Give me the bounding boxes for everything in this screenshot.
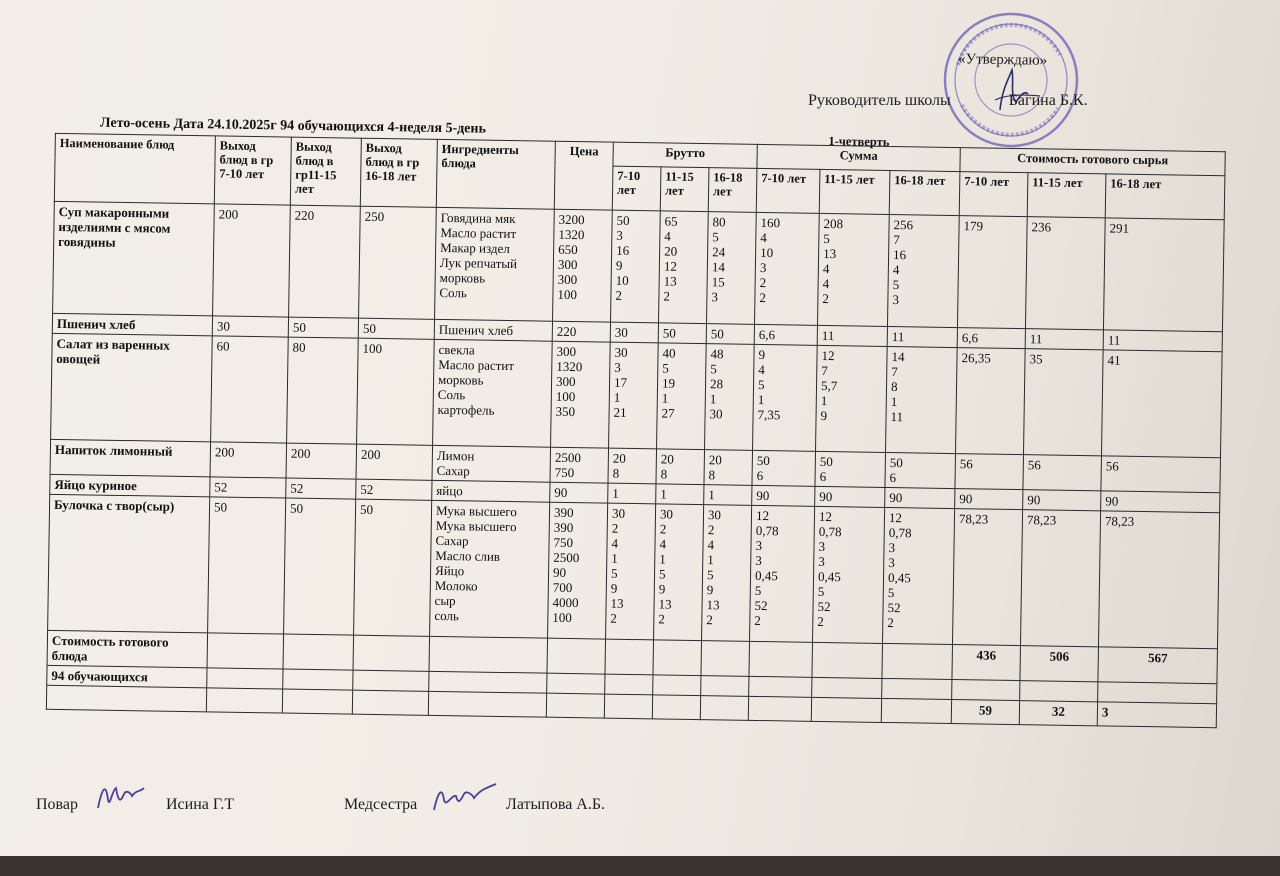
empty-cell bbox=[811, 697, 881, 722]
empty-cell bbox=[283, 669, 353, 690]
cost-11-15: 90 bbox=[1023, 490, 1101, 511]
empty-cell bbox=[701, 641, 750, 677]
cook-name: Исина Г.Т bbox=[166, 796, 235, 813]
total-7-10: 436 bbox=[952, 645, 1021, 681]
summa-11-15: 208 5 13 4 4 2 bbox=[818, 213, 890, 326]
summa-label: Сумма bbox=[839, 148, 878, 163]
empty-cell bbox=[812, 677, 882, 698]
brutto-11-15: 40 5 19 1 27 bbox=[657, 343, 707, 450]
cost-7-10: 26,35 bbox=[956, 348, 1026, 455]
dish-name: Пшенич хлеб bbox=[52, 313, 212, 336]
summa-16-18: 11 bbox=[887, 326, 957, 347]
empty-cell bbox=[428, 691, 546, 717]
dish-name: Суп макаронными изделиями с мясом говядины bbox=[53, 201, 215, 315]
cost-7-10: 56 bbox=[955, 454, 1024, 490]
output-16-18: 200 bbox=[356, 444, 433, 480]
empty-cell bbox=[652, 695, 700, 720]
brutto-11-15: 1 bbox=[656, 484, 704, 505]
col-output-7-10-header: Выход блюд в гр 7-10 лет bbox=[214, 136, 291, 205]
output-11-15: 200 bbox=[286, 443, 357, 479]
empty-cell bbox=[882, 678, 952, 699]
output-11-15: 220 bbox=[289, 205, 361, 318]
ingredients-list: свекла Масло растит морковь Соль картофель bbox=[433, 339, 553, 447]
output-11-15: 50 bbox=[284, 498, 356, 635]
dish-name: Напиток лимонный bbox=[50, 439, 211, 477]
col-output-16-18-header: Выход блюд в гр 16-18 лет bbox=[360, 138, 437, 207]
brutto-7-10: 30 bbox=[610, 322, 658, 343]
empty-cell bbox=[282, 689, 352, 714]
brutto-11-15: 65 4 20 12 13 2 bbox=[659, 211, 709, 324]
output-16-18: 250 bbox=[359, 206, 437, 319]
students-label: 94 обучающихся bbox=[47, 665, 207, 688]
brutto-7-10: 1 bbox=[608, 483, 656, 504]
total-16-18: 567 bbox=[1098, 647, 1218, 684]
blank-cell bbox=[46, 685, 206, 712]
output-7-10: 200 bbox=[210, 442, 287, 478]
brutto-16-18: 20 8 bbox=[704, 450, 753, 486]
empty-cell bbox=[604, 694, 652, 719]
cost-11-15: 236 bbox=[1025, 217, 1105, 330]
students-11-15: 32 bbox=[1019, 701, 1097, 726]
summa-11-15: 11 bbox=[817, 325, 887, 346]
students-7-10: 59 bbox=[951, 700, 1019, 725]
output-16-18: 52 bbox=[356, 479, 432, 500]
cost-11-15: 56 bbox=[1023, 455, 1102, 491]
col-summa-header bbox=[757, 134, 960, 171]
empty-cell bbox=[605, 639, 654, 675]
col-cost-raw-header: Стоимость готового сырья bbox=[960, 148, 1225, 176]
summa-11-15: 50 6 bbox=[815, 451, 886, 487]
output-11-15: 80 bbox=[287, 337, 359, 444]
empty-cell bbox=[546, 693, 604, 718]
output-7-10: 60 bbox=[211, 336, 289, 443]
cost-age-16-18: 16-18 лет bbox=[1105, 174, 1225, 220]
summa-16-18: 14 7 8 1 11 bbox=[886, 346, 958, 453]
quarter-label: 1-четверть bbox=[828, 134, 890, 149]
output-11-15: 50 bbox=[288, 317, 358, 338]
empty-cell bbox=[547, 638, 606, 674]
empty-cell bbox=[352, 690, 428, 715]
brutto-7-10: 30 3 17 1 21 bbox=[609, 342, 659, 449]
cost-16-18: 291 bbox=[1103, 218, 1224, 332]
nurse-handwritten-signature bbox=[430, 780, 500, 818]
approve-label: «Утверждаю» bbox=[957, 51, 1048, 69]
output-16-18: 50 bbox=[358, 318, 434, 339]
head-name: Багина Б.К. bbox=[1008, 92, 1088, 109]
nurse-name: Латыпова А.Б. bbox=[506, 796, 606, 813]
col-ingredients-header: Ингредиенты блюда bbox=[436, 139, 555, 209]
summa-16-18: 50 6 bbox=[885, 452, 956, 488]
summa-7-10: 6,6 bbox=[754, 324, 817, 345]
head-label: Руководитель школы bbox=[808, 92, 951, 109]
summa-16-18: 90 bbox=[885, 487, 955, 508]
cost-7-10: 90 bbox=[955, 489, 1023, 510]
price-list: 2500 750 bbox=[550, 447, 609, 483]
empty-cell bbox=[207, 668, 283, 689]
empty-cell bbox=[749, 641, 813, 677]
output-16-18: 100 bbox=[357, 338, 435, 445]
empty-cell bbox=[429, 636, 548, 673]
summa-age-11-15: 11-15 лет bbox=[819, 169, 890, 214]
empty-cell bbox=[749, 676, 812, 697]
cost-16-18: 56 bbox=[1101, 456, 1221, 493]
cost-16-18: 11 bbox=[1103, 330, 1222, 352]
summa-7-10: 12 0,78 3 3 0,45 5 52 2 bbox=[750, 505, 815, 642]
empty-cell bbox=[206, 688, 282, 713]
cost-11-15: 35 bbox=[1024, 349, 1104, 456]
cost-age-7-10: 7-10 лет bbox=[959, 172, 1028, 217]
summa-11-15: 12 0,78 3 3 0,45 5 52 2 bbox=[813, 506, 885, 643]
price-list: 90 bbox=[550, 482, 608, 503]
output-11-15: 52 bbox=[286, 478, 356, 499]
empty-cell bbox=[952, 680, 1020, 701]
cost-11-15: 78,23 bbox=[1021, 510, 1101, 647]
price-list: 390 390 750 2500 90 700 4000 100 bbox=[548, 502, 608, 639]
menu-caption: Лето-осень Дата 24.10.2025г 94 обучающихся 4-неделя 5-день bbox=[99, 115, 487, 137]
brutto-16-18: 50 bbox=[706, 324, 754, 345]
summa-7-10: 50 6 bbox=[752, 450, 816, 486]
dish-name: Яйцо куриное bbox=[50, 474, 210, 497]
empty-cell bbox=[700, 696, 748, 721]
col-output-11-15-header: Выход блюд в гр11-15 лет bbox=[290, 137, 361, 206]
brutto-7-10: 20 8 bbox=[608, 448, 657, 484]
output-16-18: 50 bbox=[354, 499, 432, 636]
brutto-7-10: 50 3 16 9 10 2 bbox=[611, 210, 661, 323]
total-11-15: 506 bbox=[1020, 646, 1099, 682]
summa-7-10: 160 4 10 3 2 2 bbox=[755, 212, 820, 325]
empty-cell bbox=[812, 642, 883, 678]
dish-name: Салат из варенных овощей bbox=[51, 333, 213, 442]
cost-7-10: 78,23 bbox=[953, 509, 1023, 646]
cost-7-10: 179 bbox=[958, 216, 1028, 329]
output-7-10: 52 bbox=[210, 477, 286, 498]
ingredients-list: Мука высшего Мука высшего Сахар Масло слив Яйцо Молоко сыр соль bbox=[430, 500, 550, 638]
cost-16-18: 78,23 bbox=[1099, 511, 1220, 649]
table-row bbox=[53, 201, 1225, 331]
empty-cell bbox=[605, 674, 653, 695]
brutto-age-16-18: 16-18 лет bbox=[708, 168, 757, 213]
brutto-7-10: 30 2 4 1 5 9 13 2 bbox=[606, 503, 656, 640]
empty-cell bbox=[429, 671, 547, 693]
summa-16-18: 12 0,78 3 3 0,45 5 52 2 bbox=[883, 507, 955, 644]
output-7-10: 30 bbox=[212, 316, 288, 337]
summa-7-10: 9 4 5 1 7,35 bbox=[753, 344, 818, 451]
col-dish-header: Наименование блюд bbox=[54, 133, 215, 204]
ingredients-list: Пшенич хлеб bbox=[434, 319, 552, 341]
menu-table bbox=[46, 133, 1226, 728]
summa-11-15: 12 7 5,7 1 9 bbox=[816, 345, 888, 452]
table-row bbox=[48, 494, 1220, 648]
empty-cell bbox=[748, 696, 811, 721]
price-list: 3200 1320 650 300 300 100 bbox=[553, 209, 613, 322]
empty-cell bbox=[353, 670, 429, 691]
empty-cell bbox=[1098, 682, 1217, 704]
brutto-16-18: 48 5 28 1 30 bbox=[705, 344, 755, 451]
summa-16-18: 256 7 16 4 5 3 bbox=[887, 214, 959, 327]
summa-age-16-18: 16-18 лет bbox=[889, 170, 960, 215]
summa-11-15: 90 bbox=[815, 486, 885, 507]
table-row bbox=[51, 333, 1223, 457]
cost-16-18: 90 bbox=[1101, 491, 1220, 513]
cook-signature-line bbox=[36, 796, 78, 814]
brutto-16-18: 30 2 4 1 5 9 13 2 bbox=[702, 505, 752, 642]
col-price-header: Цена bbox=[554, 141, 613, 210]
brutto-age-11-15: 11-15 лет bbox=[660, 167, 709, 212]
nurse-label: Медсестра bbox=[344, 796, 418, 813]
cost-11-15: 11 bbox=[1025, 329, 1103, 350]
cost-16-18: 41 bbox=[1102, 350, 1223, 458]
empty-cell bbox=[1020, 681, 1098, 702]
dish-name: Булочка с твор(сыр) bbox=[48, 494, 210, 632]
empty-cell bbox=[882, 643, 953, 679]
cost-age-11-15: 11-15 лет bbox=[1027, 173, 1106, 218]
students-16-18: 3 bbox=[1097, 702, 1216, 728]
summa-7-10: 90 bbox=[752, 485, 815, 506]
cook-label: Повар bbox=[36, 796, 78, 813]
brutto-11-15: 30 2 4 1 5 9 13 2 bbox=[654, 504, 704, 641]
col-brutto-header: Брутто bbox=[613, 142, 757, 168]
total-label: Стоимость готового блюда bbox=[47, 630, 208, 668]
empty-cell bbox=[881, 698, 951, 723]
output-7-10: 200 bbox=[213, 204, 291, 317]
brutto-age-7-10: 7-10 лет bbox=[612, 166, 661, 211]
empty-cell bbox=[653, 675, 701, 696]
brutto-16-18: 80 5 24 14 15 3 bbox=[707, 212, 757, 325]
ingredients-list: Лимон Сахар bbox=[432, 445, 551, 482]
brutto-11-15: 50 bbox=[658, 323, 706, 344]
empty-cell bbox=[283, 634, 354, 670]
cost-7-10: 6,6 bbox=[957, 328, 1025, 349]
price-list: 220 bbox=[552, 321, 610, 342]
price-list: 300 1320 300 100 350 bbox=[551, 341, 611, 448]
ingredients-list: яйцо bbox=[432, 480, 550, 502]
empty-cell bbox=[207, 633, 284, 669]
cook-handwritten-signature bbox=[92, 778, 148, 818]
empty-cell bbox=[653, 640, 702, 676]
empty-cell bbox=[547, 673, 605, 694]
ingredients-list: Говядина мяк Масло растит Макар издел Лук репчатый морковь Соль bbox=[435, 207, 555, 321]
empty-cell bbox=[701, 676, 749, 697]
empty-cell bbox=[353, 635, 430, 671]
brutto-16-18: 1 bbox=[704, 485, 752, 506]
output-7-10: 50 bbox=[208, 497, 286, 634]
summa-age-7-10: 7-10 лет bbox=[756, 168, 820, 213]
brutto-11-15: 20 8 bbox=[656, 449, 705, 485]
